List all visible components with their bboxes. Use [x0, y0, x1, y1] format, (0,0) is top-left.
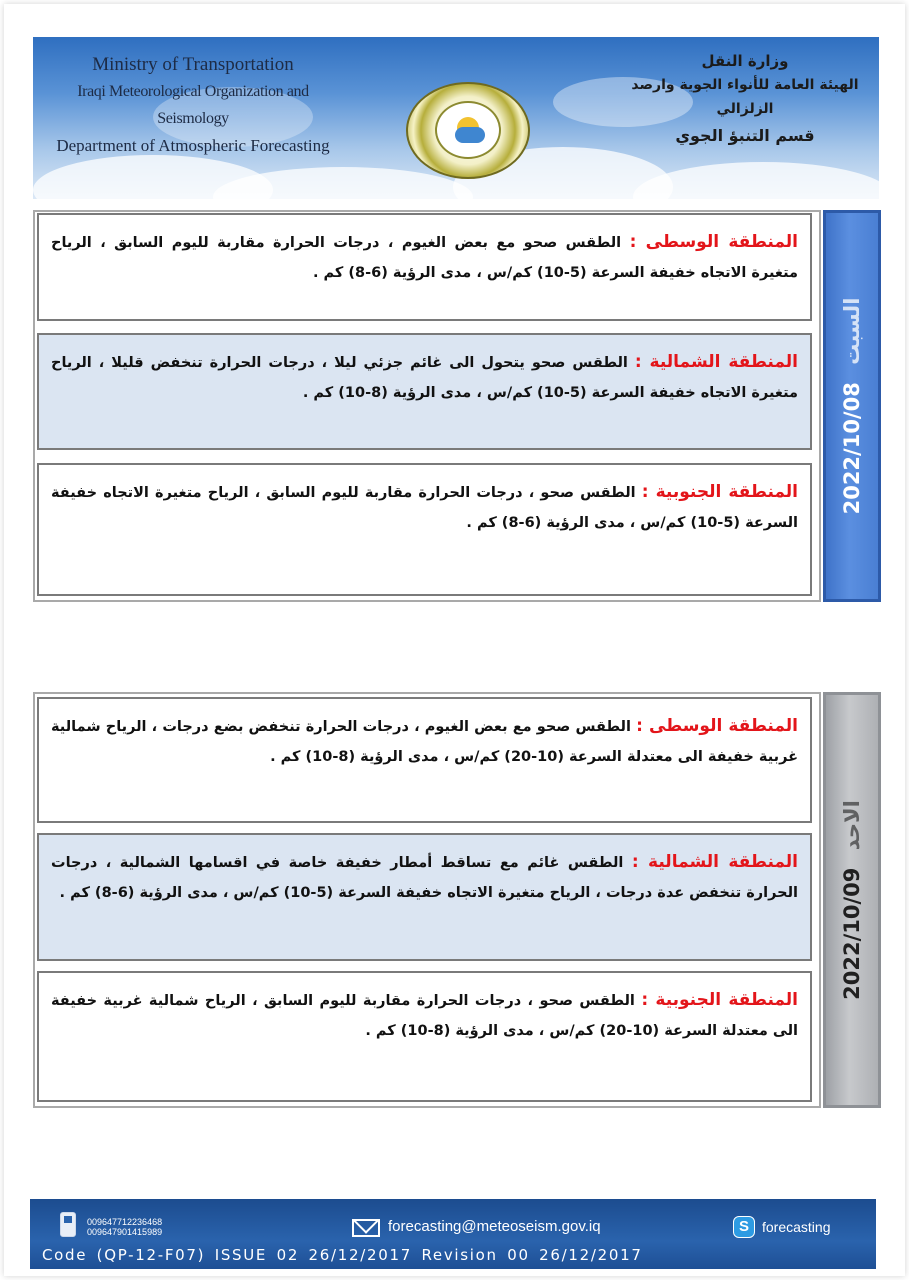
- day-forecast-2: [33, 692, 881, 1108]
- region-forecast-text: الطقس صحو مع بعض الغيوم ، درجات الحرارة تنخفض بضع درجات ، الرياح شمالية غربية خفيفة الى معتدلة السرعة (10-20) كم/س ، مدى الرؤية (8-10) كم .: [51, 719, 798, 765]
- region-south: [37, 971, 812, 1102]
- mail-icon: [352, 1219, 380, 1237]
- organization-logo: [406, 82, 530, 179]
- ministry-name-en: Ministry of Transportation: [92, 54, 294, 75]
- phone-icon: [60, 1212, 76, 1237]
- ministry-name-ar: وزارة النقل: [701, 52, 789, 70]
- day-name: السبت: [840, 297, 864, 365]
- skype-handle[interactable]: forecasting: [762, 1219, 831, 1235]
- date-tab: [823, 210, 881, 602]
- region-name: المنطقة الوسطى :: [636, 716, 798, 736]
- region-central: [37, 213, 812, 321]
- phone-number-2: 009647901415989: [87, 1227, 163, 1237]
- footer: [30, 1199, 876, 1269]
- region-forecast-text: الطقس صحو مع بعض الغيوم ، درجات الحرارة مقاربة لليوم السابق ، الرياح متغيرة الاتجاه خفيفة السرعة (5-10) كم/س ، مدى الرؤية (6-8) كم .: [51, 235, 798, 281]
- cloud-icon: [455, 127, 485, 143]
- date-label: [840, 800, 864, 1000]
- date-value: 2022/10/09: [840, 867, 864, 1000]
- header-arabic: [615, 49, 875, 151]
- phone-number-1: 009647712236468: [87, 1217, 163, 1227]
- header-english: [43, 51, 343, 159]
- phone-numbers: [87, 1217, 162, 1237]
- region-name: المنطقة الشمالية :: [631, 852, 799, 872]
- header-banner: [33, 37, 879, 199]
- region-north: [37, 833, 812, 961]
- region-forecast-text: الطقس صحو ، درجات الحرارة مقاربة لليوم السابق ، الرياح شمالية غربية خفيفة الى معتدلة السرعة (10-20) كم/س ، مدى الرؤية (8-10) كم .: [51, 993, 798, 1039]
- day-forecast-1: [33, 210, 881, 602]
- email-link[interactable]: forecasting@meteoseism.gov.iq: [388, 1218, 601, 1235]
- region-name: المنطقة الجنوبية :: [641, 990, 798, 1010]
- region-central: [37, 697, 812, 823]
- region-forecast-text: الطقس صحو ، درجات الحرارة مقاربة لليوم السابق ، الرياح متغيرة الاتجاه خفيفة السرعة (5-10) كم/س ، مدى الرؤية (6-8) كم .: [51, 485, 798, 531]
- region-name: المنطقة الوسطى :: [629, 232, 798, 252]
- region-south: [37, 463, 812, 596]
- department-name-en: Department of Atmospheric Forecasting: [56, 136, 330, 155]
- region-name: المنطقة الجنوبية :: [641, 482, 799, 502]
- organization-name-en: Iraqi Meteorological Organization and Seismology: [77, 83, 309, 127]
- date-value: 2022/10/08: [840, 382, 864, 515]
- department-name-ar: قسم التنبؤ الجوي: [675, 126, 815, 145]
- date-label: [840, 298, 864, 515]
- document-code-line: Code (QP-12-F07) ISSUE 02 26/12/2017 Revision 00 26/12/2017: [42, 1246, 643, 1264]
- region-forecast-text: الطقس صحو يتحول الى غائم جزئي ليلا ، درجات الحرارة تنخفض قليلا ، الرياح متغيرة الاتجاه خفيفة السرعة (5-10) كم/س ، مدى الرؤية (8-10) كم .: [51, 355, 798, 401]
- region-name: المنطقة الشمالية :: [634, 352, 798, 372]
- region-north: [37, 333, 812, 450]
- date-tab: [823, 692, 881, 1108]
- organization-name-ar: الهيئة العامة للأنواء الجوية وارصد الزلزالي: [631, 77, 859, 117]
- skype-icon: S: [733, 1216, 755, 1238]
- region-forecast-text: الطقس غائم مع تساقط أمطار خفيفة خاصة في اقسامها الشمالية ، درجات الحرارة تنخفض عدة درجات ، الرياح متغيرة الاتجاه خفيفة السرعة (5-10) كم/س ، مدى الرؤية (6-8) كم .: [51, 855, 798, 901]
- day-name: الاحد: [840, 800, 864, 851]
